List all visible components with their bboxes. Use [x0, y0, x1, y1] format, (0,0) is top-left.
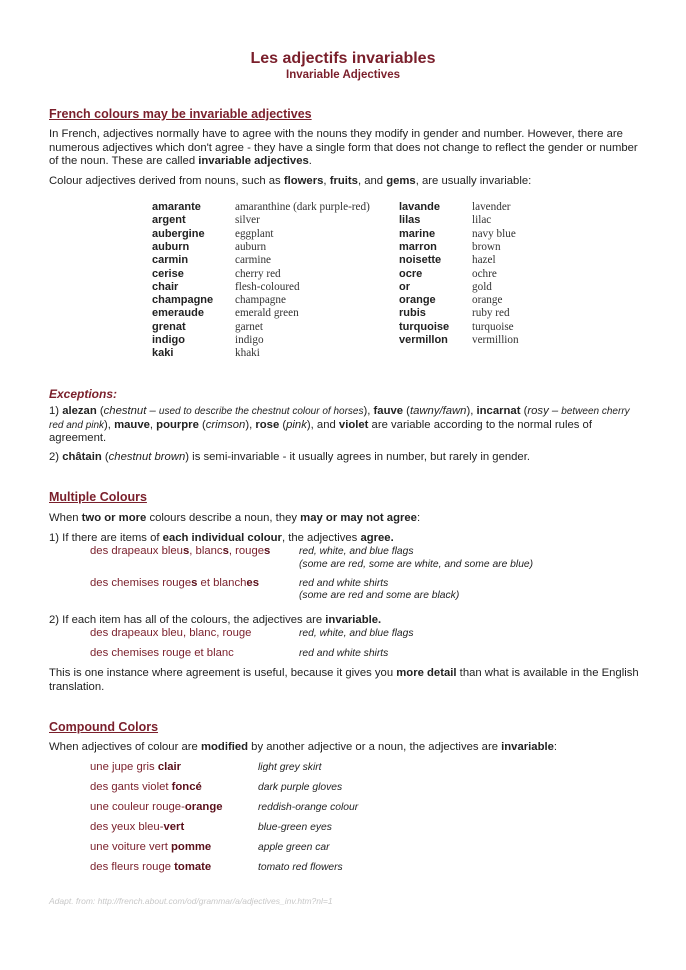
colour-fr: or — [399, 280, 410, 293]
colour-fr: grenat — [152, 320, 186, 333]
text-segment: fauve — [373, 405, 404, 417]
text-segment: , the adjectives — [281, 532, 361, 544]
text-segment: des chemises rouge — [90, 577, 192, 589]
text-segment: fruits — [329, 175, 358, 187]
source-footer: Adapt. from: http://french.about.com/od/grammar/a/adjectives_inv.htm?nl=1 — [49, 896, 333, 906]
text-segment: 2) If each item has all of the colours, the adjectives are — [49, 614, 326, 626]
example-en-note: (some are red, some are white, and some are blue) — [299, 559, 534, 570]
text-segment: between cherry red and pink — [49, 406, 630, 431]
text-segment: des chemises rouge et blanc — [90, 647, 234, 659]
text-segment: This is one instance where agreement is useful, because it gives you — [49, 667, 397, 679]
multiple-outro — [49, 667, 641, 694]
colour-fr: champagne — [152, 294, 214, 307]
text-segment: agree. — [360, 532, 394, 544]
colour-fr: turquoise — [399, 320, 450, 333]
text-segment: et blanch — [197, 577, 247, 589]
text-segment: ( — [198, 418, 206, 431]
colour-fr: indigo — [152, 334, 185, 346]
colour-fr: cerise — [152, 267, 184, 280]
text-segment: violet — [338, 418, 369, 431]
text-segment: In French, adjectives normally have to agree with the nouns they modify in gender and number. However, there are numerous adjectives which don't agree - they have a single form that does not change to reflect the gender or number of the noun. These are called — [49, 128, 638, 167]
colour-nouns-paragraph — [49, 175, 641, 189]
text-segment: ), and — [306, 418, 339, 431]
colour-en: amaranthine (dark purple-red) — [235, 201, 370, 213]
colour-en: flesh-coloured — [235, 280, 300, 293]
colour-en: khaki — [235, 347, 260, 360]
colour-en: champagne — [235, 294, 286, 307]
text-segment: une voiture vert — [90, 841, 172, 853]
text-segment: rose — [255, 418, 280, 431]
text-segment: tawny/fawn — [409, 405, 467, 417]
colour-fr: lavande — [399, 201, 440, 213]
text-segment: pomme — [171, 841, 212, 853]
page-title: Les adjectifs invariables — [250, 50, 436, 67]
text-segment: pink — [286, 418, 307, 431]
text-segment: rosy – — [527, 405, 562, 417]
example-fr — [90, 647, 234, 659]
text-segment: may or may not agree — [300, 512, 417, 524]
text-segment: chestnut brown — [108, 451, 186, 463]
text-segment: s — [182, 545, 190, 557]
text-segment: ( — [101, 451, 109, 463]
colour-en: cherry red — [235, 267, 281, 280]
text-segment: When adjectives of colour are — [49, 741, 201, 753]
text-segment: ), — [104, 418, 115, 431]
text-segment: , are usually invariable: — [415, 175, 532, 187]
colour-en: indigo — [235, 334, 264, 346]
text-segment: . — [308, 155, 312, 167]
text-segment: tomate — [174, 861, 212, 873]
compound-example-en: apple green car — [258, 842, 330, 853]
colour-en: auburn — [235, 240, 267, 253]
colour-en: ochre — [472, 267, 497, 280]
colour-en: gold — [472, 280, 492, 293]
text-segment: alezan — [62, 405, 97, 417]
colour-fr: auburn — [152, 240, 190, 253]
rule-2 — [49, 614, 641, 628]
text-segment: ), — [466, 405, 477, 417]
example-en: red, white, and blue flags — [299, 628, 414, 639]
compound-example-en: tomato red flowers — [258, 862, 343, 873]
text-segment: crimson — [205, 418, 246, 431]
colour-en: turquoise — [472, 320, 514, 333]
colour-fr: kaki — [152, 347, 174, 360]
text-segment: gems — [386, 175, 416, 187]
text-segment: s — [264, 545, 271, 557]
colour-fr: orange — [399, 294, 436, 307]
compound-example-fr — [90, 861, 211, 873]
compound-example-fr — [90, 841, 211, 853]
colour-en: eggplant — [235, 227, 274, 240]
compound-intro — [49, 741, 641, 755]
text-segment: , blanc — [189, 545, 223, 557]
text-segment: une couleur rouge- — [90, 801, 185, 813]
text-segment: châtain — [62, 451, 102, 463]
text-segment: mauve — [114, 418, 150, 431]
text-segment: ( — [96, 405, 104, 417]
text-segment: pourpre — [156, 418, 199, 431]
text-segment: incarnat — [476, 405, 521, 417]
colour-en: lilac — [472, 214, 492, 227]
text-segment: : — [553, 741, 558, 753]
compound-example-en: dark purple gloves — [258, 782, 343, 793]
text-segment: ( — [520, 405, 528, 417]
exceptions-heading: Exceptions: — [49, 387, 118, 401]
text-segment: by another adjective or a noun, the adjectives are — [248, 741, 502, 753]
text-segment: Colour adjectives derived from nouns, such as — [49, 175, 284, 187]
text-segment: vert — [163, 821, 185, 833]
text-segment: 1) If there are items of — [49, 532, 163, 544]
colour-fr: aubergine — [152, 227, 205, 240]
colour-en: lavender — [472, 201, 511, 213]
colour-fr: emeraude — [152, 307, 204, 320]
colour-fr: vermillon — [399, 334, 448, 346]
colour-en: navy blue — [472, 227, 516, 240]
compound-example-fr — [90, 761, 181, 773]
text-segment: des fleurs rouge — [90, 861, 175, 873]
example-fr — [90, 545, 270, 557]
text-segment: ), — [363, 405, 374, 417]
text-segment: ( — [279, 418, 287, 431]
text-segment: s — [191, 577, 198, 589]
text-segment: 2) — [49, 451, 63, 463]
exception-2 — [49, 451, 641, 465]
rule-1 — [49, 532, 641, 546]
example-fr — [90, 627, 251, 639]
example-en-note: (some are red and some are black) — [299, 590, 460, 601]
compound-example-en: light grey skirt — [258, 762, 322, 773]
example-en: red and white shirts — [299, 578, 389, 589]
text-segment: more detail — [396, 667, 457, 679]
colour-fr: noisette — [399, 254, 442, 267]
colour-fr: marron — [399, 240, 437, 253]
text-segment: une jupe gris — [90, 761, 158, 773]
compound-example-fr — [90, 781, 202, 793]
intro-paragraph — [49, 128, 641, 169]
text-segment: des gants violet — [90, 781, 172, 793]
text-segment: 1) — [49, 405, 63, 417]
section-heading-invariable: French colours may be invariable adjectives — [49, 107, 312, 121]
text-segment: , and — [357, 175, 387, 187]
page-subtitle: Invariable Adjectives — [286, 69, 400, 81]
colour-en: vermillion — [472, 334, 519, 346]
text-segment: s — [222, 545, 229, 557]
text-segment: colours describe a noun, they — [146, 512, 301, 524]
text-segment: foncé — [171, 781, 202, 793]
text-segment: es — [246, 577, 259, 589]
text-segment: orange — [184, 801, 223, 813]
colour-fr: marine — [399, 227, 436, 240]
text-segment: ), — [245, 418, 256, 431]
colour-en: orange — [472, 294, 503, 307]
example-fr — [90, 577, 259, 589]
exception-1 — [49, 405, 641, 446]
text-segment: invariable adjectives — [198, 155, 309, 167]
text-segment: than what is available in the English translation. — [49, 667, 639, 693]
text-segment: are variable according to the normal rules of agreement. — [49, 418, 592, 444]
colour-en: emerald green — [235, 307, 299, 320]
compound-example-en: reddish-orange colour — [258, 802, 359, 813]
text-segment: modified — [200, 741, 249, 753]
section-heading-multiple: Multiple Colours — [49, 490, 147, 504]
colour-en: silver — [235, 214, 260, 227]
compound-example-fr — [90, 821, 184, 833]
text-segment: des drapeaux bleu — [90, 545, 183, 557]
colour-fr: chair — [152, 280, 179, 293]
colour-en: carmine — [235, 254, 272, 267]
text-segment: each individual colour — [162, 532, 282, 544]
colour-fr: ocre — [399, 267, 423, 280]
colour-fr: carmin — [152, 254, 189, 267]
colour-fr: amarante — [152, 201, 201, 213]
text-segment: , — [323, 175, 330, 187]
compound-example-en: blue-green eyes — [258, 822, 332, 833]
text-segment: flowers — [283, 175, 324, 187]
text-segment: , rouge — [228, 545, 265, 557]
text-segment: ( — [403, 405, 410, 417]
text-segment: When — [49, 512, 82, 524]
section-heading-compound: Compound Colors — [49, 720, 159, 734]
text-segment: : — [416, 512, 421, 524]
colour-en: ruby red — [472, 307, 510, 320]
colour-fr: argent — [152, 214, 186, 227]
compound-example-fr — [90, 801, 223, 813]
example-en: red and white shirts — [299, 648, 389, 659]
text-segment: chestnut – — [103, 405, 159, 417]
text-segment: invariable. — [325, 614, 382, 626]
text-segment: des drapeaux bleu, blanc, rouge — [90, 627, 252, 639]
multiple-intro — [49, 512, 641, 526]
text-segment: des yeux bleu- — [90, 821, 164, 833]
colour-fr: rubis — [399, 307, 426, 320]
text-segment: ) is semi-invariable - it usually agrees in number, but rarely in gender. — [185, 451, 530, 463]
text-segment: used to describe the chestnut colour of horses — [158, 406, 364, 417]
text-segment: two or more — [81, 512, 147, 524]
text-segment: invariable — [501, 741, 554, 753]
text-segment: , — [149, 418, 157, 431]
text-segment: clair — [157, 761, 182, 773]
example-en: red, white, and blue flags — [299, 546, 414, 557]
colour-en: hazel — [472, 254, 496, 267]
colour-en: brown — [472, 240, 501, 253]
colour-fr: lilas — [399, 214, 421, 227]
colour-en: garnet — [235, 320, 263, 333]
